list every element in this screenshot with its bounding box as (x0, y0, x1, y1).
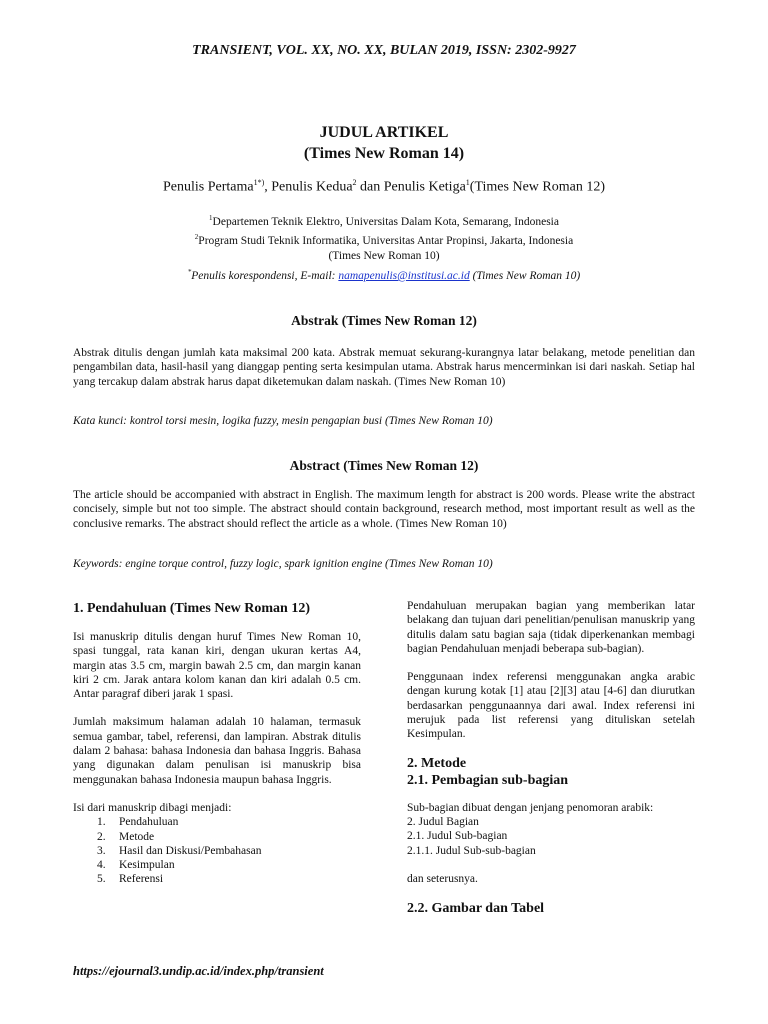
left-paragraph-2: Jumlah maksimum halaman adalah 10 halaman, termasuk semua gambar, tabel, referensi, dan lampiran. Abstrak ditulis dalam 2 bahasa: bahasa Indonesia dan bahasa Inggris. Bahasa yang digunakan dalam penulisan isi manuskrip bisa menggunakan bahasa Indonesia maupun bahasa Inggris. (73, 716, 361, 786)
right-paragraph-3: Sub-bagian dibuat dengan jenjang penomoran arabik: (407, 801, 654, 814)
abstrak-keywords: Kata kunci: kontrol torsi mesin, logika fuzzy, mesin pengapian busi (Times New Roman 10) (73, 415, 493, 427)
affiliation-2: $^2$Program Studi Teknik Informatika, Universitas Antar Propinsi, Jakarta, Indonesia (194, 232, 574, 247)
footer-url[interactable]: https://ejournal3.undip.ac.id/index.php/transient (73, 964, 324, 978)
list-item: 2. Metode (97, 830, 155, 843)
left-paragraph-1: Isi manuskrip ditulis dengan huruf Times New Roman 10, spasi tunggal, rata kanan kiri, dengan ukuran kertas A4, margin atas 3.5 cm, margin bawah 2.5 cm, dan margin kanan kiri 2 cm. Jarak antara kolom kanan dan kiri adalah 0.5 cm. Antar paragraf diberi jarak 1 spasi. (73, 631, 361, 701)
level-item: 2.1. Judul Sub-bagian (407, 830, 508, 843)
left-column (73, 600, 361, 887)
article-title-line1: JUDUL ARTIKEL (319, 124, 449, 141)
level-item: 2. Judul Bagian (407, 815, 479, 828)
section-list (73, 815, 361, 886)
abstrak-body: Abstrak ditulis dengan jumlah kata maksimal 200 kata. Abstrak memuat sekurang-kurangnya latar belakang, metode penelitian dan pengambilan data, hasil-hasil yang dianggap penting serta kesimpulan utama. Abstrak harus mencerminkan isi dari naskah. Setiap hal yang tercakup dalam abstrak harus dapat diketemukan dalam naskah. (Times New Roman 10) (73, 347, 695, 388)
author-font-note: (Times New Roman 12) (469, 179, 605, 195)
abstrak-heading: Abstrak (Times New Roman 12) (291, 313, 477, 328)
affiliation-1: $^1$Departemen Teknik Elektro, Universitas Dalam Kota, Semarang, Indonesia (209, 214, 559, 228)
abstract-heading: Abstract (Times New Roman 12) (289, 458, 479, 473)
list-item: 4. Kesimpulan (97, 859, 175, 872)
level-item: 2.1.1. Judul Sub-sub-bagian (407, 844, 536, 857)
list-item: 3. Hasil dan Diskusi/Pembahasan (97, 844, 262, 857)
author-first-sup: 1*) (253, 178, 265, 187)
journal-header: TRANSIENT, VOL. XX, NO. XX, BULAN 2019, ISSN: 2302-9927 (192, 43, 576, 58)
author-second: , Penulis Kedua (264, 179, 353, 195)
author-third: dan Penulis Ketiga (356, 179, 466, 195)
subsection-heading-pembagian: 2.1. Pembagian sub-bagian (407, 772, 569, 788)
list-item: 1. Pendahuluan (97, 816, 179, 829)
article-title (0, 122, 768, 164)
right-paragraph-1: Pendahuluan merupakan bagian yang memberikan latar belakang dan tujuan dari penelitian/penulisan manuskrip yang ditulis dalam satu bagian saja (tidak diperkenankan membagi bagian Pendahuluan menjadi beberapa sub-bagian). (407, 600, 695, 655)
article-title-line2: (Times New Roman 14) (303, 145, 465, 162)
abstract-keywords: Keywords: engine torque control, fuzzy logic, spark ignition engine (Times New Roman 10) (73, 558, 493, 570)
right-paragraph-2: Penggunaan index referensi menggunakan angka arabic dengan kurung kotak [1] atau [2][3] atau [4-6] dan diurutkan berdasarkan penggunaannya dari awal. Index referensi ini merujuk pada list referensi yang dituliskan setelah Kesimpulan. (407, 671, 695, 741)
author-first: Penulis Pertama (162, 179, 254, 195)
author-third-sup: 1 (465, 178, 470, 187)
subsection-heading-gambar-tabel: 2.2. Gambar dan Tabel (407, 901, 545, 917)
author-line (0, 178, 768, 196)
left-paragraph-3: Isi dari manuskrip dibagi menjadi: (73, 801, 232, 814)
section-heading-metode: 2. Metode (407, 755, 467, 771)
right-column (407, 599, 695, 917)
abstract-body: The article should be accompanied with abstract in English. The maximum length for abstract is 200 words. Please write the abstract concisely, simple but not too simple. The abstract should contain background, research method, most important result as well as the conclusive remarks. The abstract should reflect the article as a whole. (Times New Roman 10) (73, 489, 695, 530)
affiliations (0, 211, 768, 264)
list-item: 5. Referensi (97, 873, 164, 886)
email-link[interactable]: namapenulis@institusi.ac.id (338, 269, 470, 282)
author-second-sup: 2 (352, 178, 357, 187)
correspondence: *Penulis korespondensi, E-mail: namapenulis@institusi.ac.id (Times New Roman 10) (187, 268, 581, 282)
right-paragraph-4: dan seterusnya. (407, 872, 478, 885)
affiliation-font-note: (Times New Roman 10) (328, 249, 440, 262)
section-heading-pendahuluan: 1. Pendahuluan (Times New Roman 12) (73, 601, 310, 616)
